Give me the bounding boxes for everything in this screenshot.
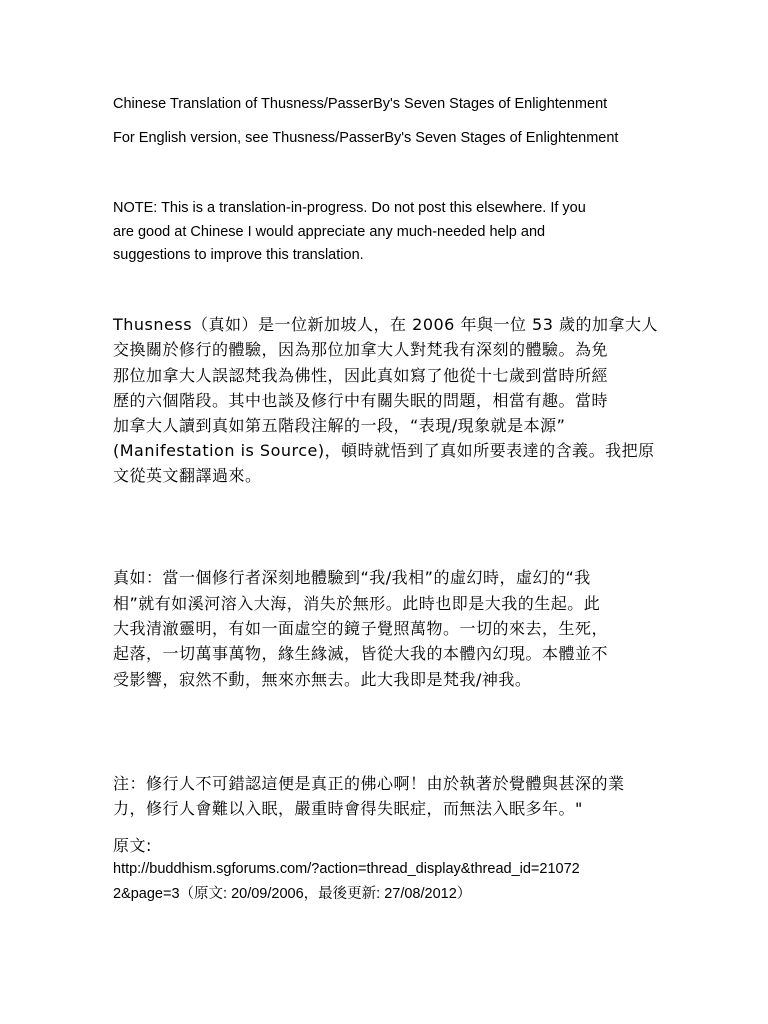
intro-paragraph-line: 交換關於修行的體驗，因為那位加拿大人對梵我有深刻的體驗。為免 [113,340,609,359]
note-line: suggestions to improve this translation. [113,247,364,263]
source-url-line[interactable]: http://buddhism.sgforums.com/?action=thread_display&thread_id=21072 [113,861,580,877]
intro-paragraph-line: 那位加拿大人誤認梵我為佛性，因此真如寫了他從十七歲到當時所經 [113,366,609,385]
intro-paragraph-line: (Manifestation is Source)，頓時就悟到了真如所要表達的含義。我把原 [113,441,655,460]
quote-paragraph-line: 受影響，寂然不動，無來亦無去。此大我即是梵我/神我。 [113,670,532,689]
document-title: Chinese Translation of Thusness/PasserBy's Seven Stages of Enlightenment [113,96,608,112]
source-url-line[interactable]: 2&page=3（原文: 20/09/2006，最後更新: 27/08/2012） [113,886,472,902]
quote-paragraph-line: 大我清澈靈明，有如一面虛空的鏡子覺照萬物。一切的來去，生死， [113,619,609,638]
note-line: NOTE: This is a translation-in-progress. Do not post this elsewhere. If you [113,200,586,216]
quote-paragraph-line: 起落，一切萬事萬物，緣生緣滅，皆從大我的本體內幻現。本體並不 [113,644,609,663]
quote-paragraph-line: 真如：當一個修行者深刻地體驗到“我/我相”的虛幻時，虛幻的“我 [113,568,591,587]
intro-paragraph-line: 加拿大人讀到真如第五階段注解的一段，“表現/現象就是本源” [113,416,566,435]
english-version-reference: For English version, see Thusness/PasserBy's Seven Stages of Enlightenment [113,130,619,146]
annotation-paragraph-line: 注：修行人不可錯認這便是真正的佛心啊！由於執著於覺體與甚深的業 [113,774,625,793]
intro-paragraph-line: Thusness（真如）是一位新加坡人，在 2006 年與一位 53 歲的加拿大人 [113,315,658,334]
quote-paragraph-line: 相”就有如溪河溶入大海，消失於無形。此時也即是大我的生起。此 [113,594,601,613]
intro-paragraph-line: 歷的六個階段。其中也談及修行中有關失眠的問題，相當有趣。當時 [113,391,609,410]
source-label: 原文: [113,836,152,855]
intro-paragraph-line: 文從英文翻譯過來。 [113,466,262,485]
annotation-paragraph-line: 力，修行人會難以入眠，嚴重時會得失眠症，而無法入眠多年。" [113,799,583,818]
note-line: are good at Chinese I would appreciate any much-needed help and [113,224,546,240]
